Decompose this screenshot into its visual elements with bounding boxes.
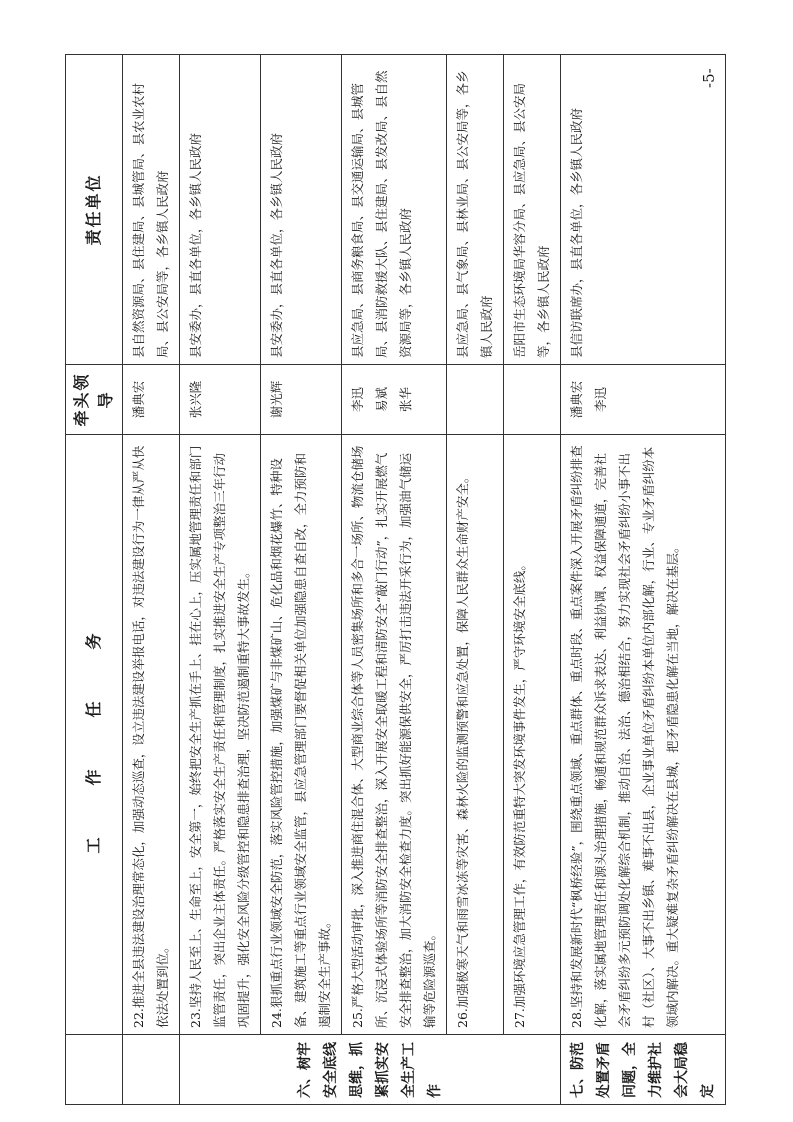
table-row [261, 55, 342, 1105]
page-number: -5- [700, 68, 718, 88]
task-cell: 25.严格大型活动审批，深入推进商住混合体、大型商业综合体等人员密集场所和多合一场所、物流仓储场所、沉浸式体验场所等消防安全排查整治，深入开展安全取暖工程和清防安全“敲门行动”，扎实开展燃气安全排查整治，加大消防安全检查力度。突出抓好能源保供安全，严厉打击违法开采行为，加强油气储运输等危险源巡查。 [342, 435, 447, 1035]
unit-cell: 县应急局、县气象局、县林业局、县公安局等，各乡镇人民政府 [447, 55, 504, 365]
lead-cell [123, 365, 180, 435]
table-row [180, 55, 261, 1105]
task-header: 工 作 任 务 [66, 435, 123, 1035]
rotated-table-page [65, 55, 716, 1105]
lead-name: 张华 [398, 387, 413, 413]
lead-cell [504, 365, 561, 435]
lead-name: 潘典宏 [131, 380, 146, 419]
table-row [561, 55, 726, 1105]
table-body [123, 55, 726, 1105]
unit-header: 责任单位 [66, 55, 123, 365]
category-cell [123, 1035, 180, 1105]
task-table [65, 54, 726, 1105]
lead-cell [561, 365, 726, 435]
category-cell: 七、防范处置矛盾问题，全力维护社会大局稳定 [561, 1035, 726, 1105]
lead-cell [342, 365, 447, 435]
task-cell: 22.推进全县违法建设治理常态化，加强动态巡查，设立违法建设举报电话，对违法建设行为一律从严从快依法处置到位。 [123, 435, 180, 1035]
lead-name: 张兴隆 [188, 380, 203, 419]
category-header [66, 1035, 123, 1105]
table-row [504, 55, 561, 1105]
task-cell: 28.坚持和发展新时代“枫桥经验”，围绕重点领域、重点群体、重点时段、重点案件深入开展矛盾纠纷排查化解，落实属地管理责任和源头治理措施，畅通和规范群众诉求表达、利益协调、权益保障通道，完善社会矛盾纠纷多元预防调处化解综合机制，推动自治、法治、德治相结合，努力实现社会矛盾纠纷小事不出村（社区）、大事不出乡镇、难事不出县，企业事业单位矛盾纠纷本单位内部化解，行业、专业矛盾纠纷本领域内解决。重大疑难复杂矛盾纠纷解决在县城，把矛盾隐患化解在当地，解决在基层。 [561, 435, 726, 1035]
lead-cell [261, 365, 342, 435]
lead-name: 易斌 [374, 387, 389, 413]
unit-cell: 县信访联席办，县直各单位，各乡镇人民政府 [561, 55, 726, 365]
lead-name: 李迅 [593, 387, 608, 413]
unit-cell: 岳阳市生态环境局华容分局、县应急局、县公安局等，各乡镇人民政府 [504, 55, 561, 365]
unit-cell: 县应急局、县商务粮食局、县交通运输局、县城管局、县消防救援大队、县住建局、县发改局、县自然资源局等，各乡镇人民政府 [342, 55, 447, 365]
lead-name: 潘典宏 [569, 380, 584, 419]
lead-name: 李迅 [350, 387, 365, 413]
category-cell: 六、树牢安全底线思维，抓紧抓实安全生产工作 [180, 1035, 561, 1105]
table-row [342, 55, 447, 1105]
lead-cell [180, 365, 261, 435]
task-cell: 24.狠抓重点行业领域安全防范，落实风险管控措施，加强煤矿与非煤矿山、危化品和烟花爆竹、特种设备、建筑施工等重点行业领域安全监管，县应急管理部门要督促相关单位加强隐患自查自改，全力预防和遏制安全生产事故。 [261, 435, 342, 1035]
table-row [123, 55, 180, 1105]
lead-name: 谢光辉 [269, 380, 284, 419]
table-row [447, 55, 504, 1105]
unit-cell: 县安委办，县直各单位，各乡镇人民政府 [180, 55, 261, 365]
unit-cell: 县安委办，县直各单位，各乡镇人民政府 [261, 55, 342, 365]
unit-cell: 县自然资源局、县住建局、县城管局、县农业农村局、县公安局等，各乡镇人民政府 [123, 55, 180, 365]
task-cell: 26.加强极寒天气和雨雪冰冻等灾害、森林火险的监测预警和应急处置，保障人民群众生命财产安全。 [447, 435, 504, 1035]
task-cell: 27.加强环境应急管理工作，有效防范重特大突发环境事件发生，严守环境安全底线。 [504, 435, 561, 1035]
table-header-row [66, 55, 123, 1105]
task-cell: 23.坚持人民至上、生命至上，安全第一，始终把安全生产抓在手上、挂在心上，压实属地管理责任和部门监管责任，突出企业主体责任。严格落实安全生产责任和管理制度，扎实推进安全生产专项整治三年行动巩固提升，强化安全风险分级管控和隐患排查治理，坚决防范遏制重特大事故发生。 [180, 435, 261, 1035]
lead-header: 牵头领导 [66, 365, 123, 435]
lead-cell [447, 365, 504, 435]
